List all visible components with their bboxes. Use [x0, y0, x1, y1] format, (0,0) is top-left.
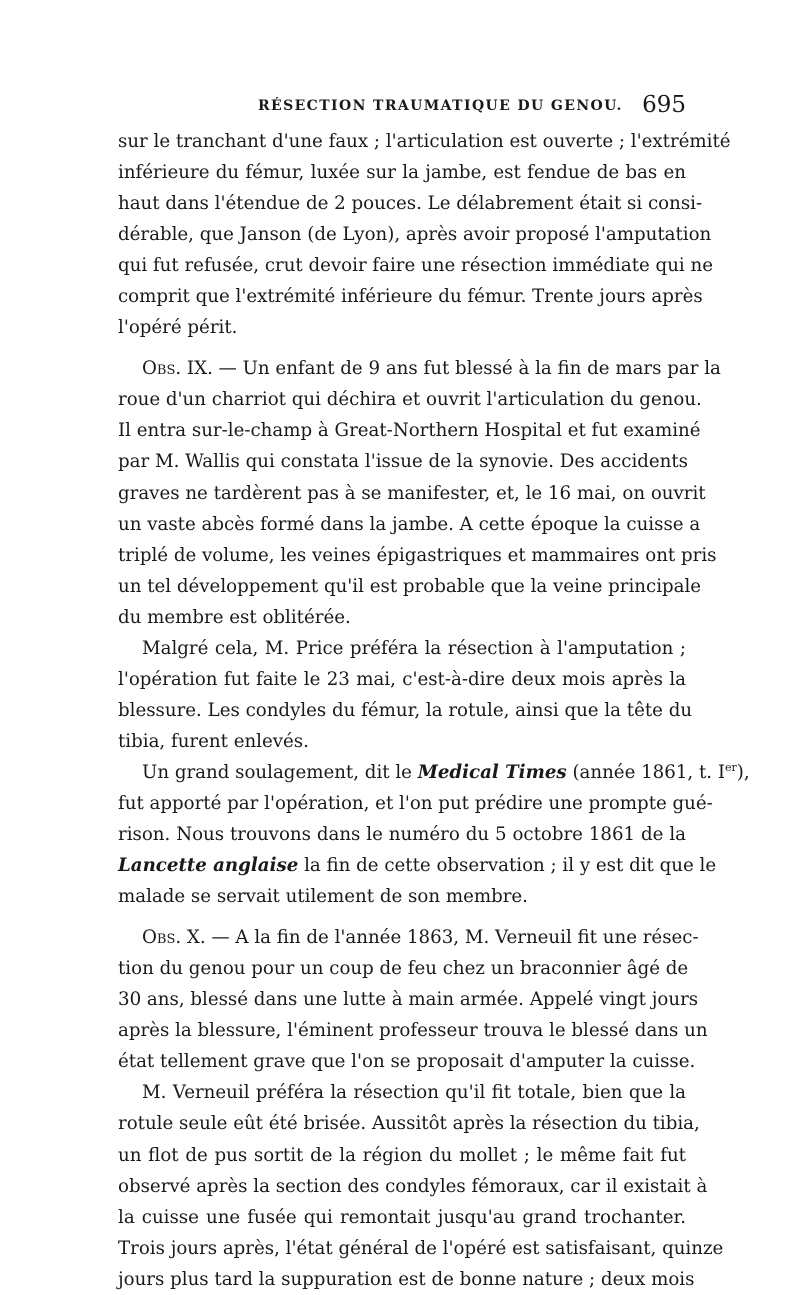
text-line: comprit que l'extrémité inférieure du fémur. Trente jours après: [118, 286, 703, 308]
text-line: après la blessure, l'éminent professeur trouva le blessé dans un: [118, 1020, 708, 1042]
text-line: un flot de pus sortit de la région du mollet ; le même fait fut: [118, 1144, 686, 1166]
text-run: ),: [736, 761, 750, 783]
journal-title: Medical Times: [417, 761, 567, 783]
text-run: la fin de cette observation ; il y est dit que le: [298, 855, 717, 877]
text-line: dérable, que Janson (de Lyon), après avoir proposé l'amputation: [118, 224, 712, 246]
paragraph-continuation: [118, 126, 731, 343]
paragraph-obs-ix: [118, 353, 721, 632]
text-line: Trois jours après, l'état général de l'opéré est satisfaisant, quinze: [118, 1237, 724, 1259]
text-line: blessure. Les condyles du fémur, la rotule, ainsi que la tête du: [118, 699, 693, 721]
text-line: [118, 757, 750, 788]
text-line: l'opéré périt.: [118, 317, 238, 339]
text-line: malade se servait utilement de son membre.: [118, 886, 528, 908]
page-body: [118, 126, 750, 1295]
observation-label: Obs. IX.: [142, 358, 213, 380]
text-run: — A la fin de l'année 1863, M. Verneuil fit une résec-: [205, 927, 699, 949]
text-line: [118, 850, 717, 881]
observation-label: Obs. X.: [142, 927, 206, 949]
text-run: — Un enfant de 9 ans fut blessé à la fin de mars par la: [212, 358, 721, 380]
text-line: du membre est oblitérée.: [118, 606, 351, 628]
text-run: Un grand soulagement, dit le: [142, 761, 418, 783]
paragraph-obs-x: [118, 922, 708, 1077]
text-line: 30 ans, blessé dans une lutte à main armée. Appelé vingt jours: [118, 989, 699, 1011]
running-head-title: RÉSECTION TRAUMATIQUE DU GENOU.: [258, 98, 623, 114]
text-line: graves ne tardèrent pas à se manifester, et, le 16 mai, on ouvrit: [118, 482, 706, 504]
journal-title: Lancette anglaise: [118, 855, 299, 877]
text-line: haut dans l'étendue de 2 pouces. Le délabrement était si consi-: [118, 193, 703, 215]
paragraph-verneuil: [118, 1077, 724, 1294]
text-line: rotule seule eût été brisée. Aussitôt après la résection du tibia,: [118, 1113, 700, 1135]
text-line: un tel développement qu'il est probable que la veine principale: [118, 575, 702, 597]
superscript: er: [725, 760, 737, 774]
paragraph-price: [118, 633, 693, 757]
text-line: triplé de volume, les veines épigastriques et mammaires ont pris: [118, 544, 717, 566]
text-line: Il entra sur-le-champ à Great-Northern Hospital et fut examiné: [118, 420, 701, 442]
paragraph-medical-times: [118, 757, 750, 912]
text-run: (année 1861, t. I: [566, 761, 726, 783]
text-line: qui fut refusée, crut devoir faire une résection immédiate qui ne: [118, 255, 713, 277]
text-line: état tellement grave que l'on se proposait d'amputer la cuisse.: [118, 1051, 696, 1073]
text-line: inférieure du fémur, luxée sur la jambe, est fendue de bas en: [118, 162, 686, 184]
text-line: la cuisse une fusée qui remontait jusqu'au grand trochanter.: [118, 1206, 686, 1228]
text-line: un vaste abcès formé dans la jambe. A cette époque la cuisse a: [118, 513, 701, 535]
text-line: roue d'un charriot qui déchira et ouvrit l'articulation du genou.: [118, 389, 702, 411]
page-number: 695: [642, 92, 686, 118]
text-line: rison. Nous trouvons dans le numéro du 5 octobre 1861 de la: [118, 824, 686, 846]
text-line: M. Verneuil préféra la résection qu'il fit totale, bien que la: [142, 1082, 686, 1104]
text-line: par M. Wallis qui constata l'issue de la synovie. Des accidents: [118, 451, 689, 473]
text-line: [118, 922, 699, 953]
text-line: jours plus tard la suppuration est de bonne nature ; deux mois: [118, 1268, 695, 1290]
text-line: tion du genou pour un coup de feu chez un braconnier âgé de: [118, 958, 689, 980]
text-line: tibia, furent enlevés.: [118, 730, 309, 752]
text-line: sur le tranchant d'une faux ; l'articulation est ouverte ; l'extrémité: [118, 131, 731, 152]
text-line: Malgré cela, M. Price préféra la résection à l'amputation ;: [142, 637, 686, 659]
text-line: fut apporté par l'opération, et l'on put prédire une prompte gué-: [118, 792, 713, 814]
text-line: observé après la section des condyles fémoraux, car il existait à: [118, 1175, 708, 1197]
running-head: [118, 92, 686, 122]
text-line: [118, 353, 721, 384]
text-line: l'opération fut faite le 23 mai, c'est-à-dire deux mois après la: [118, 668, 686, 690]
